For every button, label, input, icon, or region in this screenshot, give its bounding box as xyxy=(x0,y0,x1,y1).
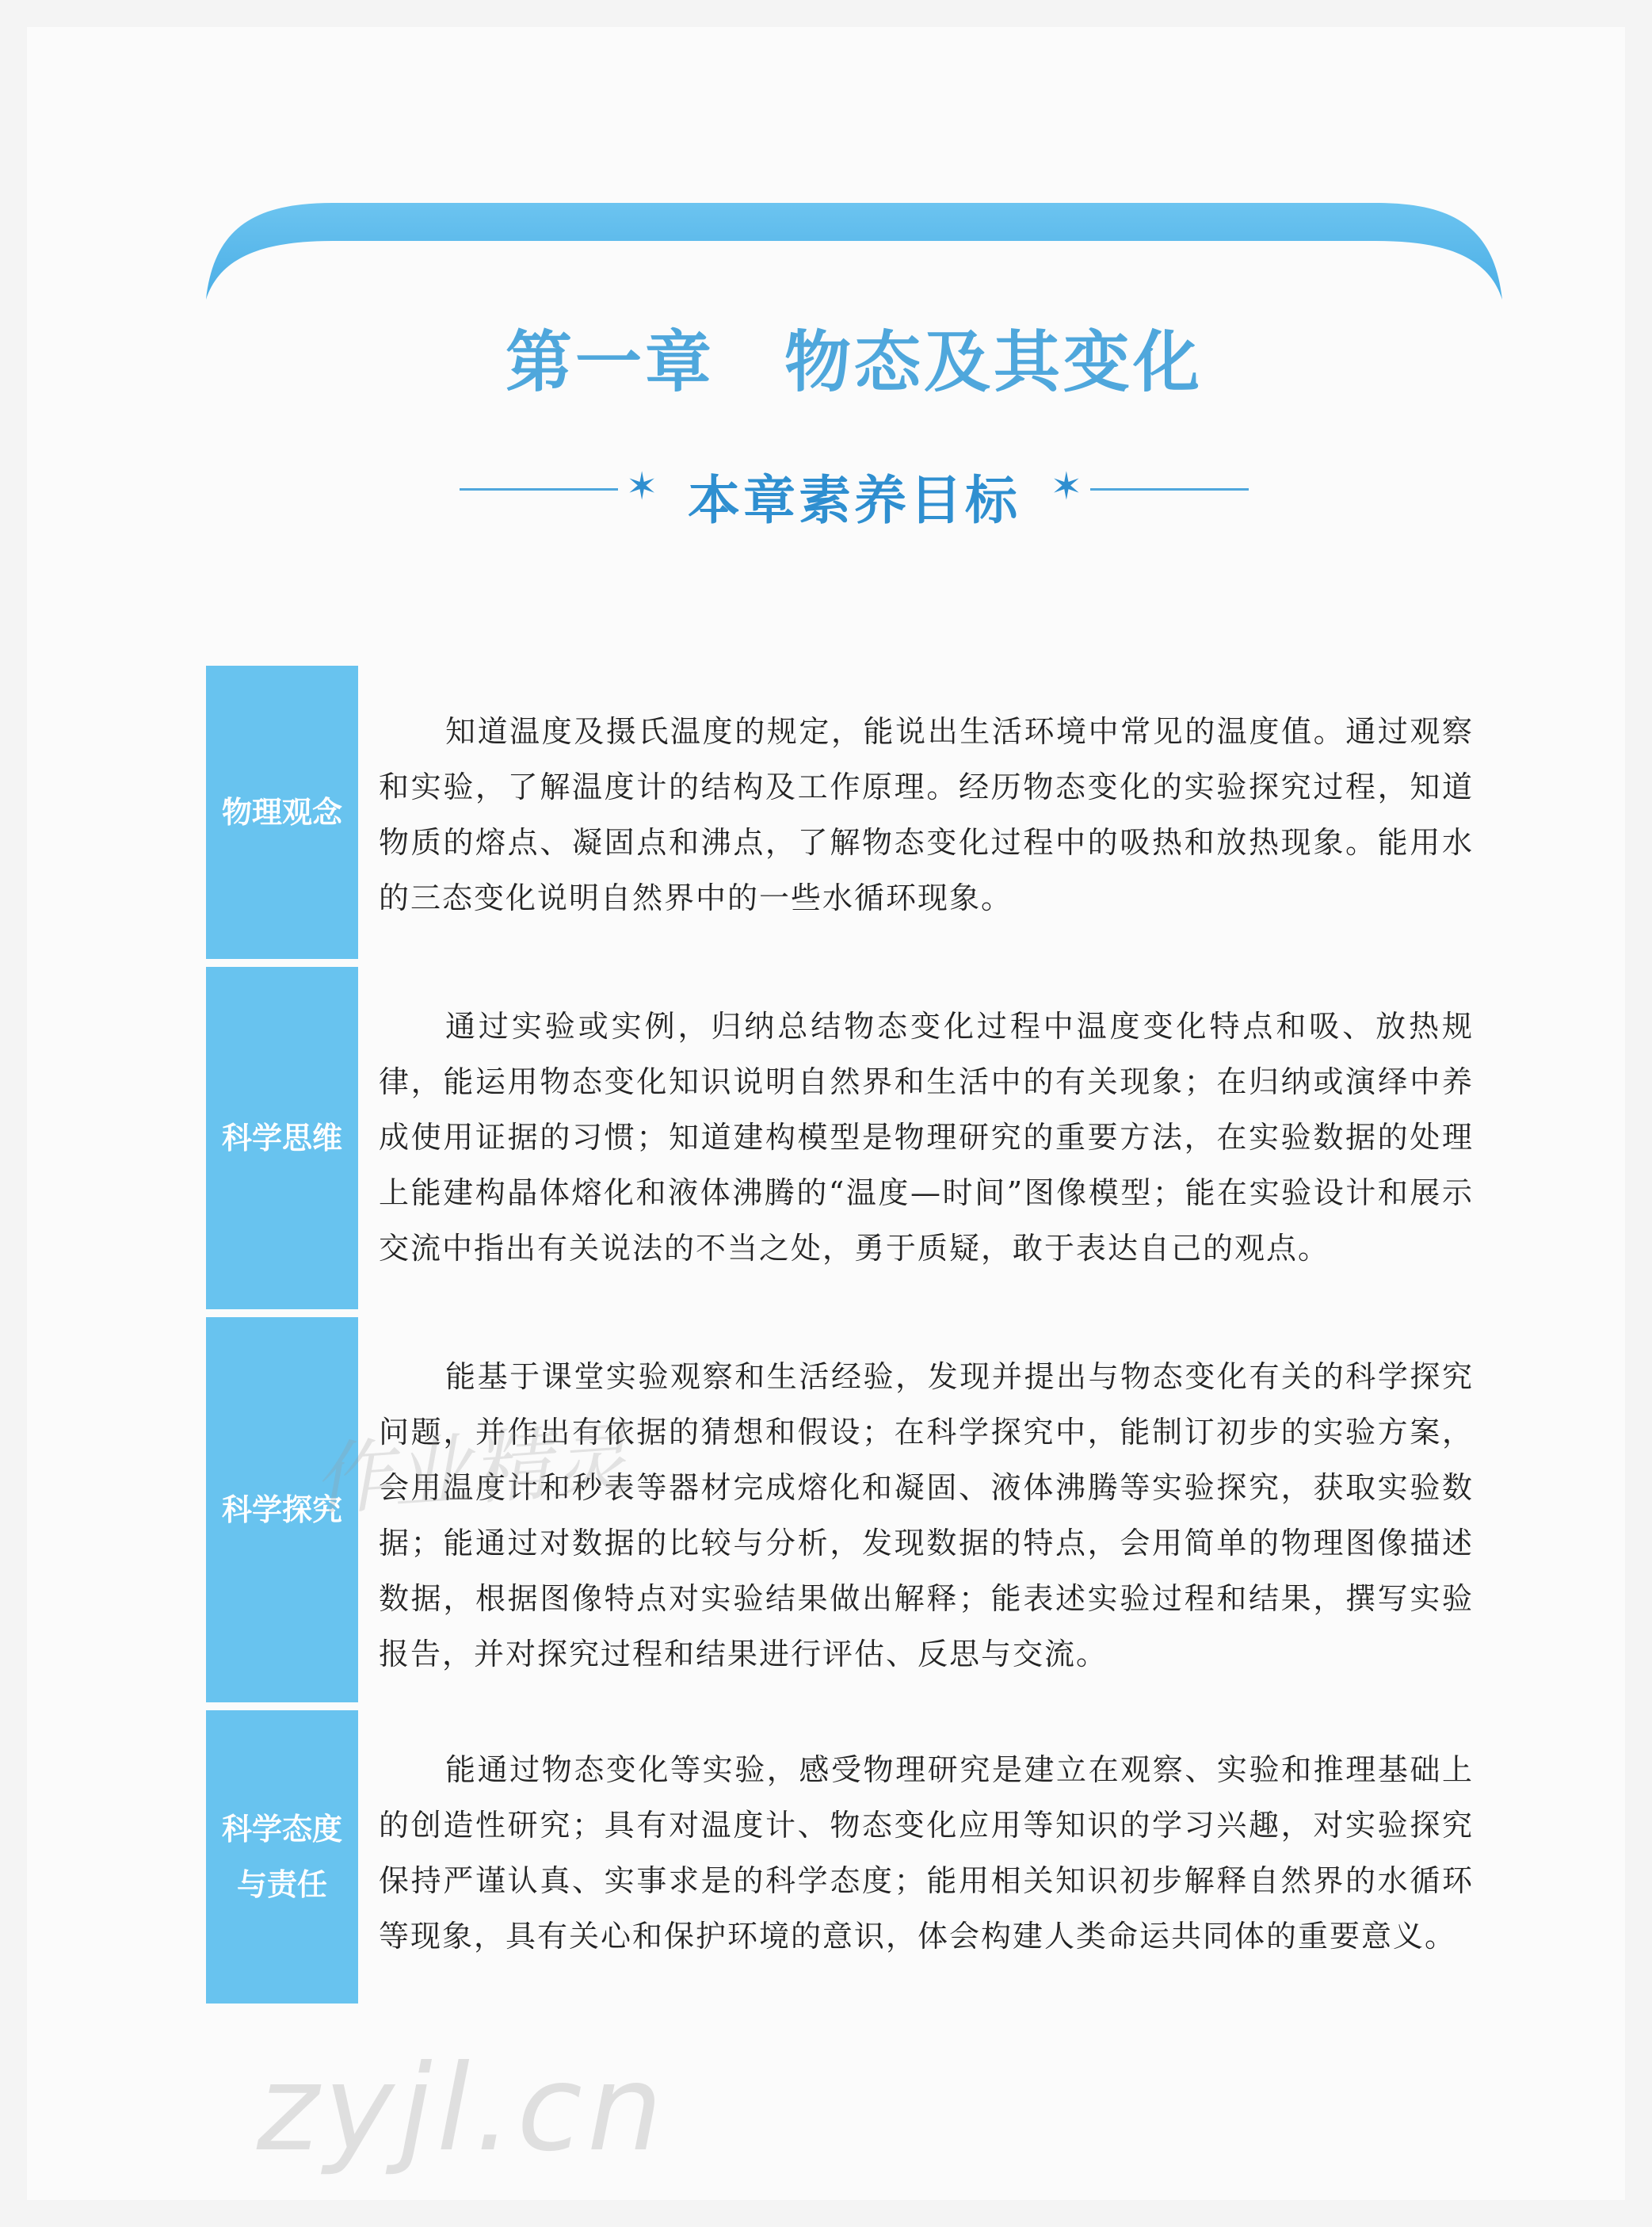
section-tag xyxy=(206,967,358,1309)
star-icon: ✶ xyxy=(1050,464,1082,509)
subtitle: 本章素养目标 xyxy=(688,469,1021,531)
section-tag-label: 科学思维 xyxy=(221,1121,342,1156)
chapter-banner xyxy=(206,197,1502,531)
section-tag xyxy=(206,666,358,959)
subtitle-line-left xyxy=(460,488,618,491)
chapter-title: 第一章 物态及其变化 xyxy=(505,323,1203,401)
banner-arc-shape xyxy=(206,197,1502,300)
star-icon: ✶ xyxy=(626,464,658,509)
section-text: 知道温度及摄氏温度的规定，能说出生活环境中常见的温度值。通过观察和实验，了解温度计的结构及工作原理。经历物态变化的实验探究过程，知道物质的熔点、凝固点和沸点，了解物态变化过程中的吸热和放热现象。能用水的三态变化说明自然界中的一些水循环现象。 xyxy=(379,714,1474,915)
section-tag xyxy=(206,1710,358,2004)
section-text: 通过实验或实例，归纳总结物态变化过程中温度变化特点和吸、放热规律，能运用物态变化知识说明自然界和生活中的有关现象；在归纳或演绎中养成使用证据的习惯；知道建构模型是物理研究的重要方法，在实验数据的处理上能建构晶体熔化和液体沸腾的“温度—时间”图像模型；能在实验设计和展示交流中指出有关说法的不当之处，勇于质疑，敢于表达自己的观点。 xyxy=(379,1009,1474,1266)
section-text: 能基于课堂实验观察和生活经验，发现并提出与物态变化有关的科学探究问题，并作出有依据的猜想和假设；在科学探究中，能制订初步的实验方案，会用温度计和秒表等器材完成熔化和凝固、液体沸腾等实验探究，获取实验数据；能通过对数据的比较与分析，发现数据的特点，会用简单的物理图像描述数据，根据图像特点对实验结果做出解释；能表述实验过程和结果，撰写实验报告，并对探究过程和结果进行评估、反思与交流。 xyxy=(379,1359,1474,1671)
section-tag-label: 科学探究 xyxy=(221,1492,342,1527)
subtitle-line-right xyxy=(1090,488,1249,491)
goal-section-scientific-thinking xyxy=(206,967,1502,1309)
watermark-middle: 作业精灵 xyxy=(309,1412,633,1527)
goal-section-physics-concept xyxy=(206,666,1502,959)
page xyxy=(27,27,1625,2200)
goal-section-attitude-responsibility xyxy=(206,1710,1502,2004)
section-subtitle-row xyxy=(460,450,1249,529)
section-text: 能通过物态变化等实验，感受物理研究是建立在观察、实验和推理基础上的创造性研究；具有对温度计、物态变化应用等知识的学习兴趣，对实验探究保持严谨认真、实事求是的科学态度；能用相关知识初步解释自然界的水循环等现象，具有关心和保护环境的意识，体会构建人类命运共同体的重要意义。 xyxy=(379,1752,1474,1954)
section-tag-label: 物理观念 xyxy=(221,795,342,830)
section-tag-label: 科学态度 与责任 xyxy=(221,1812,342,1902)
watermark-site: zyjl.cn xyxy=(257,2040,668,2178)
